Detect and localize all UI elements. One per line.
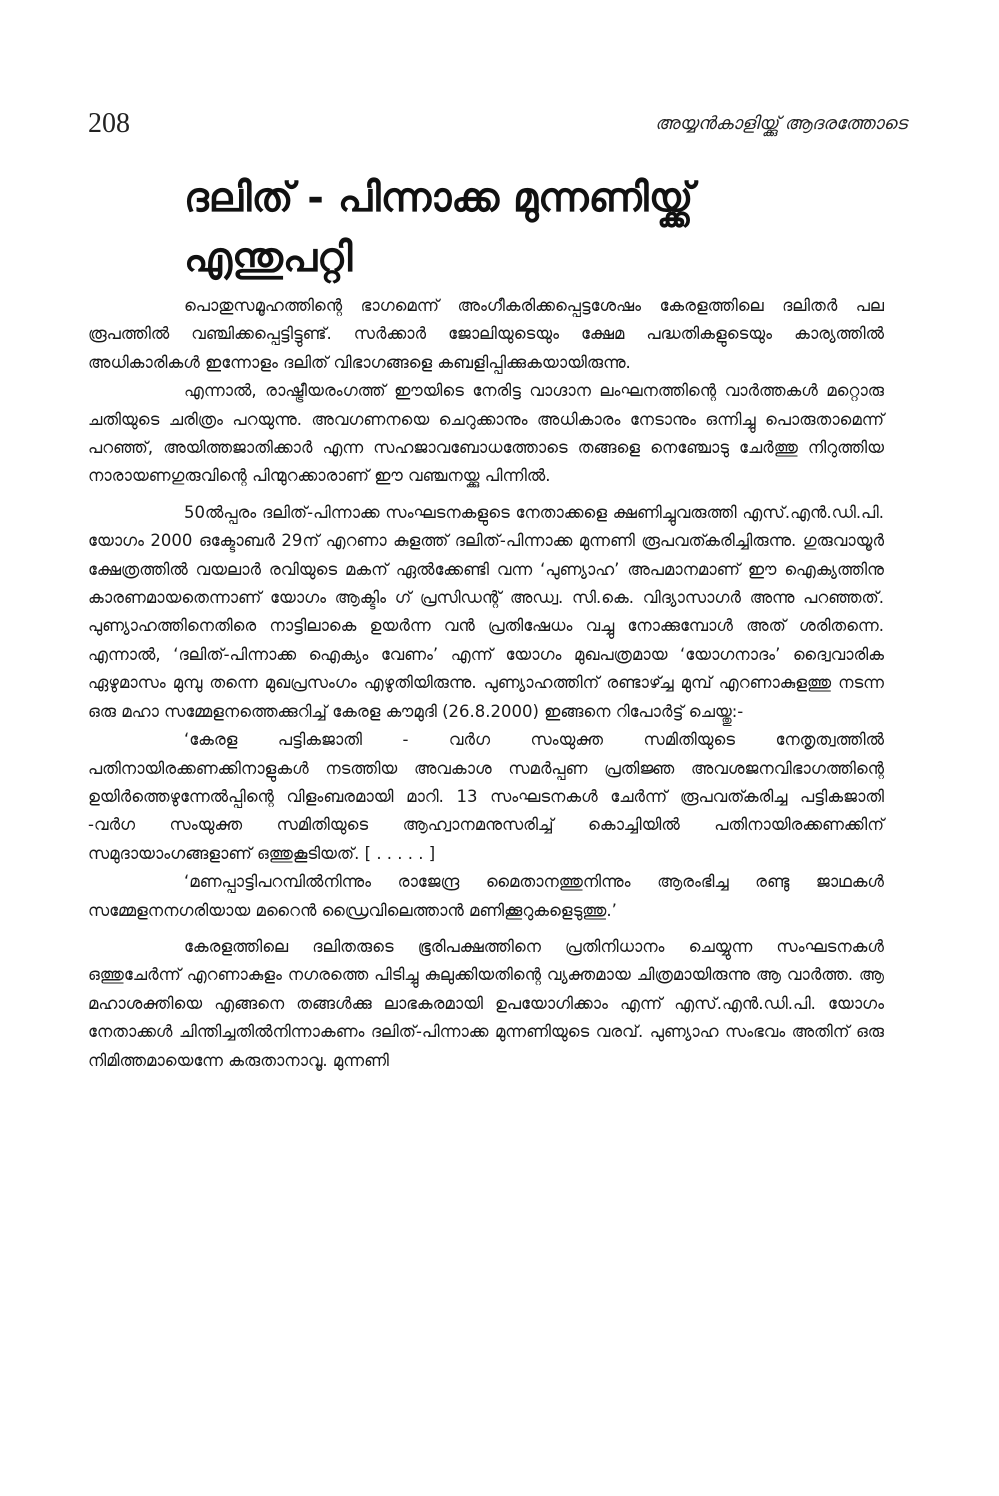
paragraph-2: എന്നാൽ, രാഷ്ട്രീയരംഗത്ത് ഈയിടെ നേരിട്ട വാഗ്ദാന ലംഘനത്തിന്റെ വാർത്തകൾ മറ്റൊരു ചതിയുടെ ചരിത്രം പറയുന്നു. അവഗണനയെ ചെറുക്കാനും അധികാരം നേടാനും ഒന്നിച്ചു പൊരുതാമെന്ന് പറഞ്ഞ്, അയിത്തജാതിക്കാർ എന്ന സഹജാവബോധത്തോടെ തങ്ങളെ നെഞ്ചോടു ചേർത്തു നിറുത്തിയ നാരായണഗുരുവിന്റെ പിന്മുറക്കാരാണ് ഈ വഞ്ചനയ്ക്കു പിന്നിൽ. [88,381,884,486]
paragraph-5-quote: ‘മണപ്പാട്ടിപറമ്പിൽനിന്നും രാജേന്ദ്ര മൈതാനത്തുനിന്നും ആരംഭിച്ച രണ്ടു ജാഥകൾ സമ്മേളനനഗരിയായ മറൈൻ ഡ്രൈവിലെത്താൻ മണിക്കൂറുകളെടുത്തു.’ [88,872,884,920]
paragraph-6: കേരളത്തിലെ ദലിതരുടെ ഭൂരിപക്ഷത്തിനെ പ്രതിനിധാനം ചെയ്യുന്ന സംഘടനകൾ ഒത്തുചേർന്ന് എറണാകുളം നഗരത്തെ പിടിച്ചു കുലുക്കിയതിന്റെ വ്യക്തമായ ചിത്രമായിരുന്നു ആ വാർത്ത. ആ മഹാശക്തിയെ എങ്ങനെ തങ്ങൾക്കു ലാഭകരമായി ഉപയോഗിക്കാം എന്ന് എസ്.എൻ.ഡി.പി. യോഗം നേതാക്കൾ ചിന്തിച്ചതിൽനിന്നാകണം ദലിത്-പിന്നാക്ക മുന്നണിയുടെ വരവ്. പുണ്യാഹ സംഭവം അതിന് ഒരു നിമിത്തമായെന്നേ കരുതാനാവൂ. മുന്നണി [88,936,884,1070]
chapter-title-line-2: എന്തുപറ്റി [184,235,353,281]
running-head: അയ്യൻകാളിയ്ക്കു് ആദരത്തോടെ [655,113,907,134]
chapter-title-line-1: ദലിത് - പിന്നാക്ക മുന്നണിയ്ക്ക് [184,175,694,221]
paragraph-4-quote: ‘കേരള പട്ടികജാതി - വർഗ സംയുക്ത സമിതിയുടെ നേതൃത്വത്തിൽ പതിനായിരക്കണക്കിനാളുകൾ നടത്തിയ അവകാശ സമർപ്പണ പ്രതിജ്ഞ അവശജനവിഭാഗത്തിന്റെ ഉയിർത്തെഴുന്നേൽപ്പിന്റെ വിളംബരമായി മാറി. 13 സംഘടനകൾ ചേർന്ന് രൂപവത്കരിച്ച പട്ടികജാതി -വർഗ സംയുക്ത സമിതിയുടെ ആഹ്വാനമനുസരിച്ച് കൊച്ചിയിൽ പതിനായിരക്കണക്കിന് സമുദായാംഗങ്ങളാണ് ഒത്തുകൂടിയത്. [ . . . . . ] [88,730,884,863]
paragraph-1: പൊതുസമൂഹത്തിന്റെ ഭാഗമെന്ന് അംഗീകരിക്കപ്പെട്ടശേഷം കേരളത്തിലെ ദലിതർ പല രൂപത്തിൽ വഞ്ചിക്കപ്പെട്ടിട്ടുണ്ട്. സർക്കാർ ജോലിയുടെയും ക്ഷേമ പദ്ധതികളുടെയും കാര്യത്തിൽ അധികാരികൾ ഇന്നോളം ദലിത് വിഭാഗങ്ങളെ കബളിപ്പിക്കുകയായിരുന്നു. [88,296,884,372]
paragraph-3: 50ൽപ്പരം ദലിത്-പിന്നാക്ക സംഘടനകളുടെ നേതാക്കളെ ക്ഷണിച്ചുവരുത്തി എസ്.എൻ.ഡി.പി. യോഗം 2000 ഒക്ടോബർ 29ന് എറണാ കുളത്ത് ദലിത്-പിന്നാക്ക മുന്നണി രൂപവത്കരിച്ചിരുന്നു. ഗുരുവായൂർ ക്ഷേത്രത്തിൽ വയലാർ രവിയുടെ മകന് ഏൽക്കേണ്ടി വന്ന ‘പുണ്യാഹ’ അപമാനമാണ് ഈ ഐക്യത്തിനു കാരണമായതെന്നാണ് യോഗം ആക്ടിം ഗ് പ്രസിഡന്റ് അഡ്വ. സി.കെ. വിദ്യാസാഗർ അന്നു പറഞ്ഞത്. പുണ്യാഹത്തിനെതിരെ നാട്ടിലാകെ ഉയർന്ന വൻ പ്രതിഷേധം വച്ചു നോക്കുമ്പോൾ അത് ശരിതന്നെ. എന്നാൽ, ‘ദലിത്-പിന്നാക്ക ഐക്യം വേണം’ എന്ന് യോഗം മുഖപത്രമായ ‘യോഗനാദം’ ദ്വൈവാരിക ഏഴുമാസം മുമ്പു തന്നെ മുഖപ്രസംഗം എഴുതിയിരുന്നു. പുണ്യാഹത്തിന് രണ്ടാഴ്ച്ച മുമ്പ് എറണാകുളത്തു നടന്ന ഒരു മഹാ സമ്മേളനത്തെക്കുറിച്ച് കേരള കൗമുദി (26.8.2000) ഇങ്ങനെ റിപോർട്ട് ചെയ്തു:- [88,502,884,721]
chapter-title [184,168,884,288]
body-text [88,292,884,1075]
page-number: 208 [88,108,130,139]
